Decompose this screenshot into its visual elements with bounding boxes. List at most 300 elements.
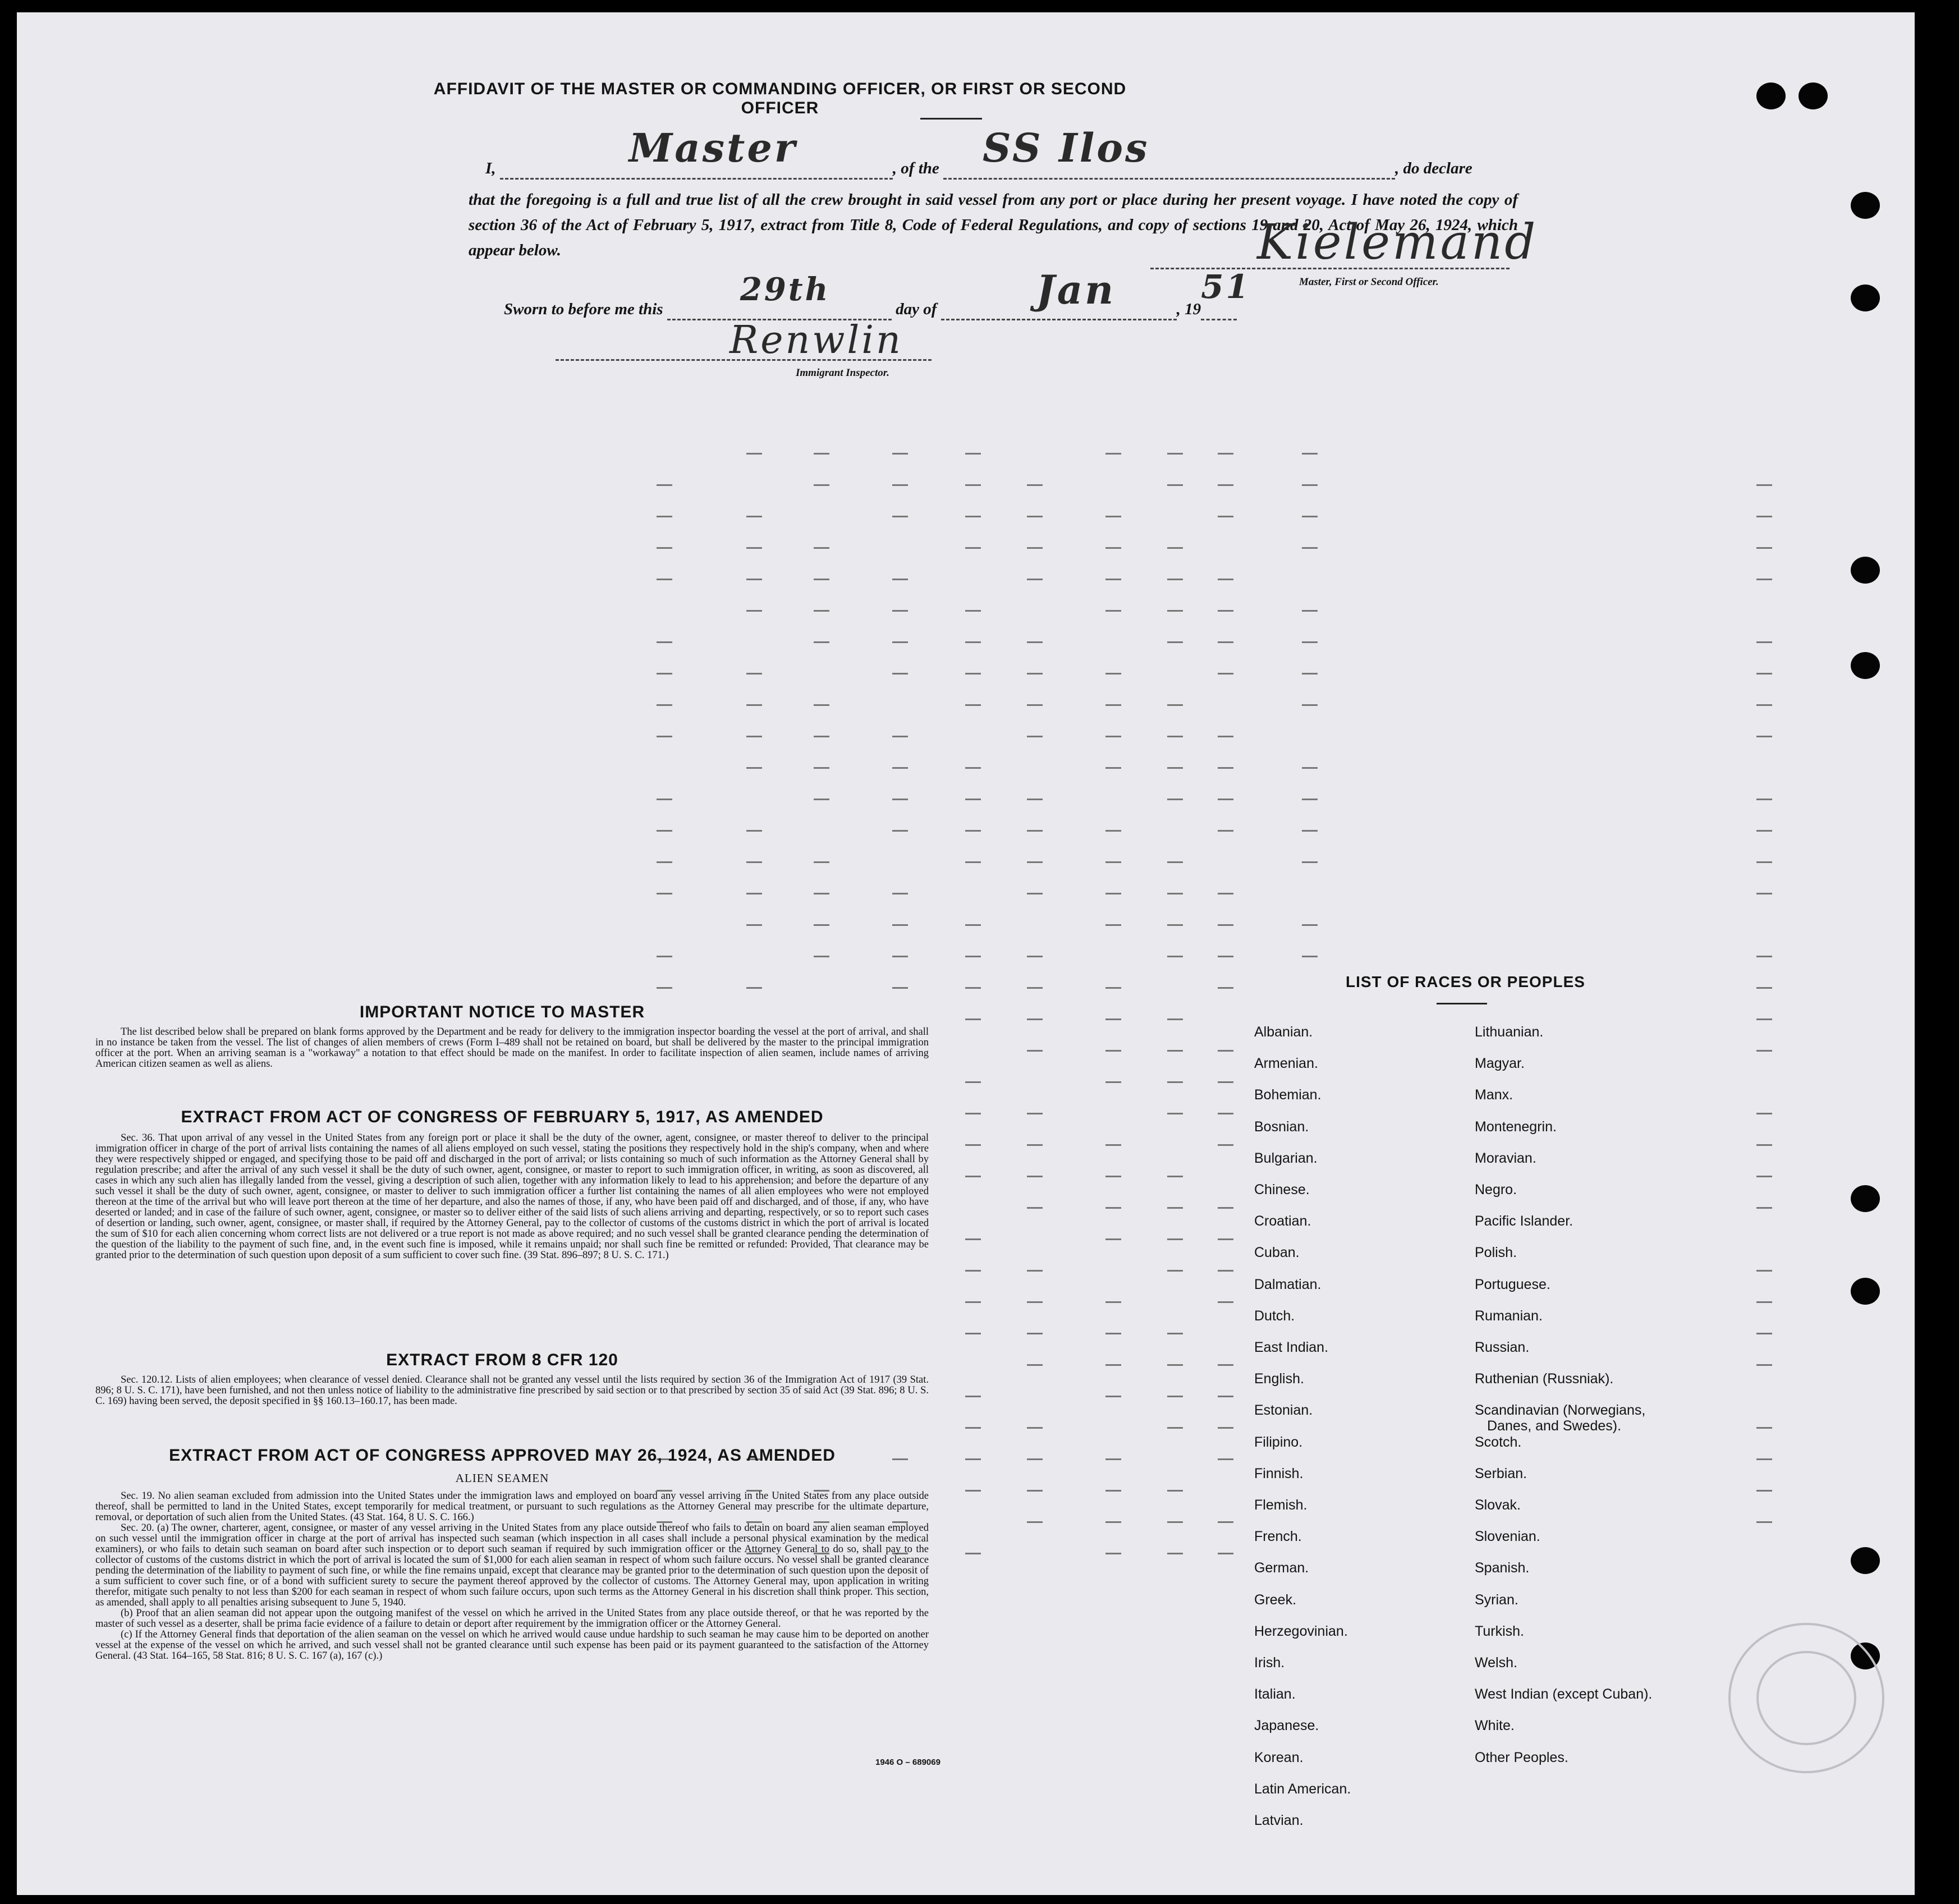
sworn-month-handwriting: Jan [1036,267,1116,313]
form-tick [1027,484,1043,486]
race-item: Negro. [1475,1182,1517,1198]
form-tick [1756,704,1772,706]
form-tick [657,799,672,800]
race-item: Manx. [1475,1087,1513,1103]
form-tick [1302,453,1318,455]
form-tick [965,1144,981,1146]
form-tick [1105,1050,1121,1052]
race-item: Chinese. [1254,1182,1310,1198]
form-tick [1218,516,1233,517]
form-tick [1167,1018,1183,1020]
race-item: Portuguese. [1475,1276,1550,1292]
form-tick [892,579,908,580]
form-tick [1756,987,1772,989]
form-tick [1218,484,1233,486]
affidavit-heading: AFFIDAVIT OF THE MASTER OR COMMANDING OFFICER, OR FIRST OR SECOND OFFICER [433,80,1127,117]
inspector-signature-line [556,359,932,361]
form-tick [1027,547,1043,549]
form-tick [1302,610,1318,612]
form-tick [1027,830,1043,832]
race-item: Rumanian. [1475,1307,1543,1324]
form-tick [1027,1207,1043,1209]
form-tick [1167,893,1183,894]
form-tick [1167,1333,1183,1334]
form-tick [1027,1144,1043,1146]
form-tick [965,924,981,926]
race-item: Latvian. [1254,1813,1304,1828]
form-tick [1167,1553,1183,1554]
form-tick [1756,799,1772,800]
form-tick [1167,1396,1183,1397]
form-tick [1105,1364,1121,1366]
form-tick [1756,1490,1772,1492]
form-tick [1027,861,1043,863]
form-tick [1302,830,1318,832]
form-tick [1167,1207,1183,1209]
sworn-day-field [667,271,892,320]
form-tick [965,861,981,863]
punch-hole [1851,1278,1880,1305]
race-item: Bohemian. [1254,1087,1322,1103]
form-tick [657,736,672,737]
race-item: Albanian. [1254,1024,1313,1040]
form-tick [1167,956,1183,957]
officer-rank-handwriting: Master [628,125,797,171]
form-tick [746,673,762,675]
form-tick [1167,799,1183,800]
form-tick [1105,924,1121,926]
race-item: Syrian. [1475,1591,1518,1608]
race-item: Herzegovinian. [1254,1623,1348,1639]
form-tick [1027,1333,1043,1334]
form-tick [965,1396,981,1397]
form-tick [1756,861,1772,863]
form-tick [965,799,981,800]
sec-19-paragraph: Sec. 19. No alien seaman excluded from admission into the United States under the immigration laws and employed on board any vessel arriving in the United States from any place outside thereof, shall be permitted to land in the United States, except temporarily for medical treatment, or pursuant to such regulations as the Attorney General may prescribe for the ultimate departure, removal, or deportation of such alien from the United States. (43 Stat. 164, 8 U. S. C. 166.) [95,1490,929,1523]
form-tick [1167,547,1183,549]
form-tick [746,736,762,737]
form-tick [1218,956,1233,957]
form-tick [1756,673,1772,675]
sec-20b-paragraph: (b) Proof that an alien seaman did not appear upon the outgoing manifest of the vessel on which he arrived in the United States from any place outside thereof, or that he was reported by the master of such vessel as a deserter, shall be prima facie evidence of a failure to detain or deport after requirement by the immigration officer or the Attorney General. [95,1608,929,1630]
affidavit-body: that the foregoing is a full and true list of all the crew brought in said vessel from any port or place during her present voyage. I have noted the copy of section 36 of the Act of February 5, 1917, extract from Title 8, Code of Federal Regulations, and copy of sections 19 and 20, Act of May 26, 1924, which appear below. [469,191,1518,259]
race-item: Flemish. [1254,1497,1307,1513]
form-tick [1218,1301,1233,1303]
extract-8cfr-body [95,1375,929,1407]
form-tick [1302,704,1318,706]
form-tick [746,830,762,832]
form-tick [1027,1270,1043,1272]
race-item: Turkish. [1475,1623,1524,1639]
form-tick [1756,547,1772,549]
form-tick [814,767,829,769]
form-tick [1027,516,1043,517]
form-tick [814,924,829,926]
form-tick [1105,1207,1121,1209]
document-sheet [17,12,1915,1895]
form-tick [1756,830,1772,832]
form-tick [892,610,908,612]
form-tick [1756,956,1772,957]
form-tick [1027,1364,1043,1366]
form-tick [1105,673,1121,675]
form-tick [1756,1427,1772,1429]
race-item: Irish. [1254,1655,1285,1671]
form-tick [814,547,829,549]
form-tick [1105,830,1121,832]
extract-1924-heading: EXTRACT FROM ACT OF CONGRESS APPROVED MAY 26, 1924, AS AMENDED [169,1446,836,1465]
form-tick [1105,547,1121,549]
form-tick [1756,1207,1772,1209]
master-caption: Master, First or Second Officer. [1299,276,1439,288]
form-tick [746,453,762,455]
punch-hole [1799,82,1828,109]
form-tick [1105,1553,1121,1554]
form-tick [814,861,829,863]
form-tick [965,1081,981,1083]
form-tick [965,1553,981,1554]
race-item: Greek. [1254,1591,1297,1608]
race-item: Montenegrin. [1475,1118,1557,1135]
race-item: Spanish. [1475,1560,1530,1576]
form-tick [1218,453,1233,455]
form-tick [1105,861,1121,863]
form-tick [1218,579,1233,580]
form-tick [746,893,762,894]
form-tick [965,1427,981,1429]
race-item: Scotch. [1475,1434,1522,1450]
form-tick [814,579,829,580]
form-tick [657,987,672,989]
form-tick [1756,1521,1772,1523]
form-tick [1756,736,1772,737]
form-tick [892,924,908,926]
form-tick [1302,673,1318,675]
form-tick [1105,1458,1121,1460]
form-tick [814,484,829,486]
extract-1917-body [95,1133,929,1261]
punch-hole [1851,652,1880,679]
form-tick [814,641,829,643]
race-item: East Indian. [1254,1339,1329,1355]
form-tick [814,704,829,706]
form-tick [1756,1144,1772,1146]
form-tick [965,1270,981,1272]
form-tick [1167,1238,1183,1240]
sworn-month-field [941,267,1177,320]
form-tick [1218,1050,1233,1052]
form-tick [1027,673,1043,675]
form-tick [746,987,762,989]
race-item: Slovak. [1475,1497,1521,1513]
race-item: Scandinavian (Norwegians, [1475,1402,1646,1419]
form-tick [746,547,762,549]
sworn-line: Sworn to before me this 29th day of Jan , 19 51 [504,300,1237,320]
form-tick [1105,1333,1121,1334]
form-tick [1218,673,1233,675]
form-tick [1105,1144,1121,1146]
form-tick [965,453,981,455]
form-tick [1105,893,1121,894]
form-tick [1167,767,1183,769]
race-item: Estonian. [1254,1402,1313,1419]
form-tick [892,453,908,455]
form-tick [1756,484,1772,486]
form-tick [1302,516,1318,517]
seal-stamp-inner [1756,1651,1856,1745]
form-tick [965,1176,981,1177]
form-tick [1027,1427,1043,1429]
form-tick [965,1490,981,1492]
form-tick [1218,893,1233,894]
form-tick [1218,1207,1233,1209]
races-heading: LIST OF RACES OR PEOPLES [1346,973,1585,990]
form-tick [1167,610,1183,612]
race-item: Dalmatian. [1254,1276,1322,1292]
form-tick [892,484,908,486]
form-tick [1218,1396,1233,1397]
race-item: Bulgarian. [1254,1150,1318,1166]
form-tick [1027,704,1043,706]
race-item: White. [1475,1718,1515,1734]
form-tick [1218,1364,1233,1366]
form-tick [1167,1364,1183,1366]
form-tick [1167,1490,1183,1492]
races-heading-rule [1437,1003,1487,1004]
form-tick [965,987,981,989]
form-tick [965,484,981,486]
form-tick [1105,453,1121,455]
form-tick [892,767,908,769]
form-tick [1105,1490,1121,1492]
form-tick [746,704,762,706]
form-tick [1756,579,1772,580]
form-tick [965,1301,981,1303]
race-item: Lithuanian. [1475,1024,1544,1040]
form-tick [1302,547,1318,549]
form-tick [746,516,762,517]
race-item: Filipino. [1254,1434,1303,1450]
race-item: Bosnian. [1254,1118,1309,1135]
form-tick [1218,830,1233,832]
notice-body [95,1027,929,1070]
form-tick [1167,453,1183,455]
extract-8cfr-heading: EXTRACT FROM 8 CFR 120 [386,1351,618,1369]
form-tick [814,799,829,800]
form-tick [1218,610,1233,612]
form-tick [1756,1364,1772,1366]
form-tick [892,641,908,643]
race-item: Polish. [1475,1245,1517,1261]
form-tick [1756,641,1772,643]
heading-rule [920,118,982,120]
form-tick [1218,641,1233,643]
form-tick [1756,893,1772,894]
form-tick [1218,924,1233,926]
form-tick [657,484,672,486]
form-tick [1027,956,1043,957]
punch-hole [1851,1185,1880,1212]
form-tick [892,673,908,675]
form-tick [965,516,981,517]
sec-20c-paragraph: (c) If the Attorney General finds that deportation of the alien seaman on the vessel on which he arrived would cause undue hardship to such seaman he may cause him to be deported on another vessel at the expense of the vessel on which he arrived, and such vessel shall not be granted clearance until such expense has been paid or its payment guaranteed to the satisfaction of the Attorney General. (43 Stat. 164–165, 58 Stat. 816; 8 U. S. C. 167 (a), 167 (c).) [95,1629,929,1662]
notice-paragraph: The list described below shall be prepared on blank forms approved by the Department and be ready for delivery to the immigration inspector boarding the vessel at the port of arrival, and shall in no instance be taken from the vessel. The list of changes of alien members of crews (Form I–489 shall not be retained on board, but shall be delivered by the master to the principal immigration officer at the port. When an arriving seaman is a "workaway" a notation to that effect should be made on the manifest. In order to facilitate inspection of alien seamen, include names of arriving American citizen seamen as well as aliens. [95,1026,929,1070]
form-tick [1027,1521,1043,1523]
form-tick [1218,1270,1233,1272]
race-item: Welsh. [1475,1655,1517,1671]
form-tick [1756,1458,1772,1460]
form-tick [1218,1144,1233,1146]
form-tick [965,1018,981,1020]
sec-36-paragraph: Sec. 36. That upon arrival of any vessel in the United States from any foreign port or place it shall be the duty of the owner, agent, consignee, or master thereof to deliver to the principal immigration officer in charge of the port of arrival lists containing the names of all aliens employed on such vessel, stating the positions they respectively hold in the ship's company, when and where they were respectively shipped or engaged, and specifying those to be paid off and discharged in the port of arrival; or lists containing so much of such information as the Attorney General shall by regulation prescribe; and after the arrival of any such vessel it shall be the duty of such owner, agent, consignee, or master to report to such immigration officer, in writing, as soon as discovered, all cases in which any such alien has illegally landed from the vessel, giving a description of such alien, together with any information likely to lead to his apprehension; and before the departure of any such vessel it shall be the duty of such owner, agent, consignee, or master to deliver to such immigration officer a further list containing the names of all alien employees who were not employed thereon at the time of the arrival but who will leave port thereon at the time of her departure, and also the names of those, if any, who have been paid off and discharged, and of those, if any, who have deserted or landed; and in case of the failure of such owner, agent, consignee, or master so to deliver either of the said lists of such aliens arriving and departing, respectively, or so to report such cases of desertion or landing, such owner, agent, consignee, or master shall, if required by the Attorney General, pay to the collector of customs of the customs district in which the port of arrival is located the sum of $10 for each alien concerning whom correct lists are not delivered or a true report is not made as above required; and no such vessel shall be granted clearance pending the determination of the question of the liability to the payment of such fine, and, in the event such fine is imposed, while it remains unpaid; nor shall such fine be remitted or refunded: Provided, That clearance may be granted prior to the determination of such question upon deposit of a sum sufficient to cover such fine. (39 Stat. 896–897; 8 U. S. C. 171.) [95,1132,929,1261]
form-tick [1218,767,1233,769]
form-tick [1756,1050,1772,1052]
form-tick [814,893,829,894]
form-tick [1218,987,1233,989]
form-tick [657,547,672,549]
race-item: Finnish. [1254,1465,1304,1481]
form-tick [965,610,981,612]
form-tick [1167,1113,1183,1114]
race-item: Other Peoples. [1475,1749,1568,1765]
form-tick [1756,1018,1772,1020]
race-item: Russian. [1475,1339,1530,1355]
form-tick [1756,1301,1772,1303]
form-tick [814,453,829,455]
form-tick [1105,516,1121,517]
form-tick [746,924,762,926]
sworn-year-handwriting: 51 [1201,268,1251,306]
form-tick [892,956,908,957]
form-tick [1302,484,1318,486]
form-tick [965,767,981,769]
punch-hole [1756,82,1786,109]
form-tick [965,830,981,832]
punch-hole [1851,285,1880,311]
form-tick [965,704,981,706]
form-tick [657,641,672,643]
form-tick [1105,1238,1121,1240]
form-tick [1756,1176,1772,1177]
form-tick [1756,1333,1772,1334]
form-tick [814,956,829,957]
form-tick [1167,1176,1183,1177]
notice-heading: IMPORTANT NOTICE TO MASTER [359,1003,645,1021]
form-tick [657,956,672,957]
form-tick [657,516,672,517]
form-tick [1302,767,1318,769]
form-tick [1167,861,1183,863]
race-item: Serbian. [1475,1465,1527,1481]
form-tick [1302,799,1318,800]
form-tick [1105,579,1121,580]
form-tick [965,956,981,957]
race-item: Moravian. [1475,1150,1536,1166]
form-tick [1027,641,1043,643]
form-tick [1167,1427,1183,1429]
form-tick [1302,641,1318,643]
vessel-name-field [943,125,1395,180]
inspector-caption: Immigrant Inspector. [796,367,889,379]
sworn-year-field [1201,268,1251,320]
form-tick [1027,1458,1043,1460]
form-tick [1756,1270,1772,1272]
race-item: German. [1254,1560,1309,1576]
form-tick [1167,736,1183,737]
form-tick [1027,799,1043,800]
form-tick [1027,579,1043,580]
form-tick [1105,987,1121,989]
form-tick [1756,1113,1772,1114]
alien-seamen-subheading: ALIEN SEAMEN [455,1471,549,1485]
form-tick [1218,1521,1233,1523]
race-item: Korean. [1254,1749,1304,1765]
punch-hole [1851,192,1880,219]
sworn-day-handwriting: 29th [740,271,831,308]
form-tick [814,736,829,737]
race-item: French. [1254,1529,1302,1545]
race-item: Cuban. [1254,1245,1300,1261]
form-tick [965,547,981,549]
form-tick [1027,1113,1043,1114]
form-tick [1218,736,1233,737]
form-tick [965,1238,981,1240]
form-tick [892,987,908,989]
form-tick [1167,704,1183,706]
race-item: Croatian. [1254,1213,1311,1229]
form-tick [1218,1553,1233,1554]
form-tick [1105,736,1121,737]
extract-1917-heading: EXTRACT FROM ACT OF CONGRESS OF FEBRUARY 5, 1917, AS AMENDED [181,1108,824,1126]
form-tick [814,610,829,612]
race-item: Armenian. [1254,1056,1318,1072]
form-tick [1105,1396,1121,1397]
form-tick [746,767,762,769]
form-tick [1302,956,1318,957]
form-tick [1218,799,1233,800]
form-tick [1167,924,1183,926]
form-tick [1105,1018,1121,1020]
race-item: Italian. [1254,1686,1296,1703]
form-tick [1167,1050,1183,1052]
form-tick [892,736,908,737]
form-tick [1167,579,1183,580]
form-tick [1218,1238,1233,1240]
punch-hole [1851,1547,1880,1574]
form-tick [1105,767,1121,769]
sec-120-12-paragraph: Sec. 120.12. Lists of alien employees; when clearance of vessel denied. Clearance shall not be granted any vessel until the lists required by section 36 of the Immigration Act of 1917 (39 Stat. 896; 8 U. S. C. 171), have been furnished, and not then unless notice of liability to the administrative fine prescribed by said section or to that prescribed by section 35 of said Act (39 Stat. 896; 8 U. S. C. 169) having been served, the deposit specified in §§ 160.13–160.17, has been made. [95,1374,929,1407]
form-tick [892,516,908,517]
form-tick [657,579,672,580]
form-tick [1302,924,1318,926]
form-tick [657,893,672,894]
form-tick [1218,1427,1233,1429]
form-tick [746,861,762,863]
form-tick [965,673,981,675]
race-item: Latin American. [1254,1781,1351,1797]
form-tick [657,673,672,675]
form-tick [1027,1301,1043,1303]
form-tick [1027,736,1043,737]
race-item: Ruthenian (Russniak). [1475,1371,1614,1387]
race-item: Japanese. [1254,1718,1319,1734]
form-tick [1167,484,1183,486]
affidavit-line-1: I, Master , of the SS Ilos , do declare [485,159,1518,180]
form-tick [965,1113,981,1114]
race-item: Pacific Islander. [1475,1213,1573,1229]
inspector-signature: Renwlin [730,318,903,363]
form-tick [1756,516,1772,517]
